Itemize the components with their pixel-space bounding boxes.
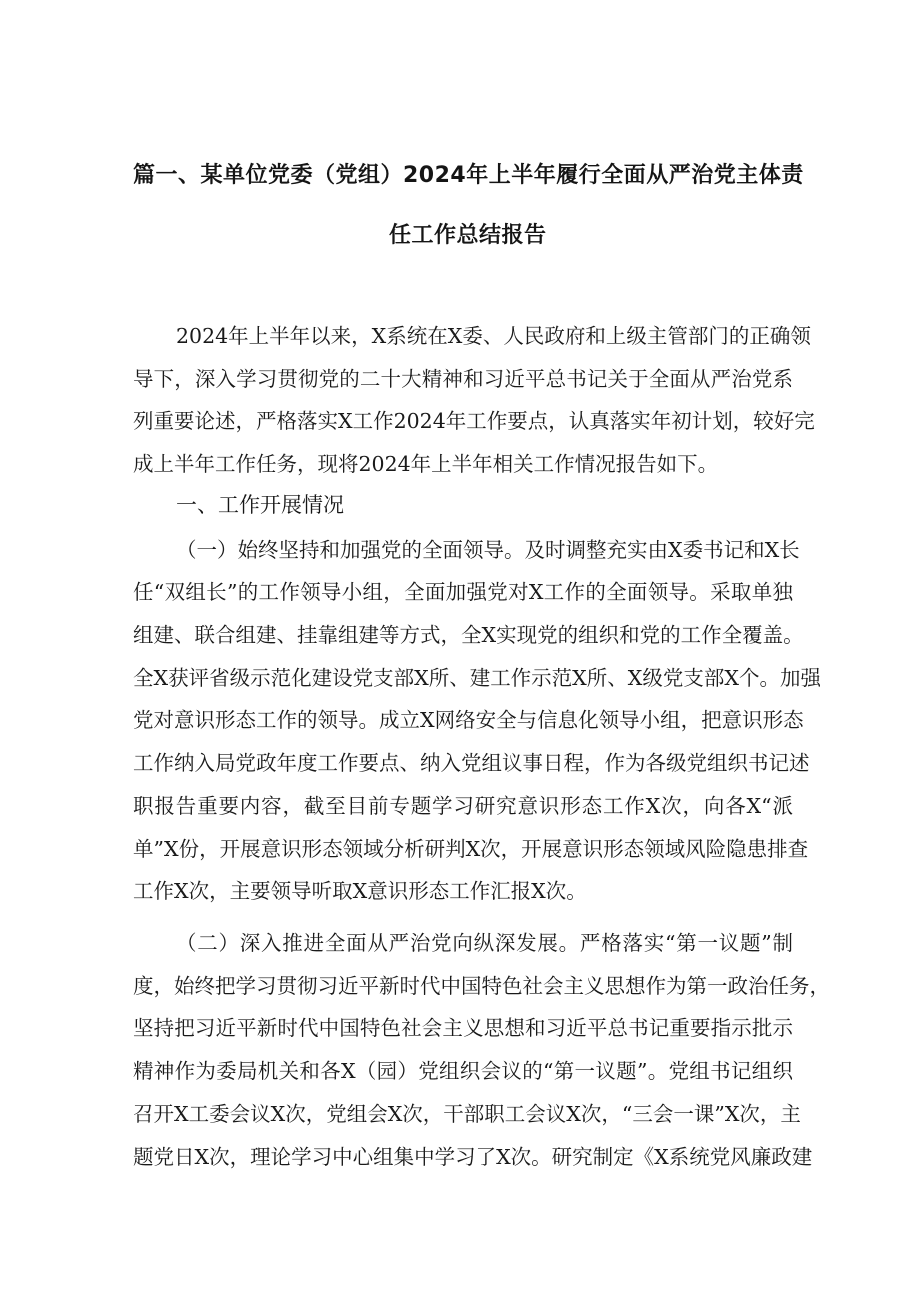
intro-line: 列重要论述，严格落实X工作2024年工作要点，认真落实年初计划，较好完 [133, 409, 815, 433]
section2-line: （二）深入推进全面从严治党向纵深发展。严格落实“第一议题”制 [176, 931, 793, 955]
section2-line: 题党日X次，理论学习中心组集中学习了X次。研究制定《X系统党风廉政建 [133, 1145, 813, 1169]
intro-line: 成上半年工作任务，现将2024年上半年相关工作情况报告如下。 [133, 452, 719, 476]
section1-line: （一）始终坚持和加强党的全面领导。及时调整充实由X委书记和X长 [176, 538, 800, 562]
intro-line: 导下，深入学习贯彻党的二十大精神和习近平总书记关于全面从严治党系 [133, 367, 793, 391]
intro-line: 2024年上半年以来，X系统在X委、人民政府和上级主管部门的正确领 [176, 324, 811, 348]
section2-line: 度，始终把学习贯彻习近平新时代中国特色社会主义思想作为第一政治任务， [133, 974, 830, 998]
section1-line: 工作X次，主要领导听取X意识形态工作汇报X次。 [133, 879, 587, 903]
section1-line: 任“双组长”的工作领导小组，全面加强党对X工作的全面领导。采取单独 [133, 580, 793, 604]
section1-line: 全X获评省级示范化建设党支部X所、建工作示范X所、X级党支部X个。加强 [133, 666, 821, 690]
section1-line: 组建、联合组建、挂靠组建等方式，全X实现党的组织和党的工作全覆盖。 [133, 623, 804, 647]
section1-line: 工作纳入局党政年度工作要点、纳入党组议事日程，作为各级党组织书记述 [133, 751, 810, 775]
section2-line: 精神作为委局机关和各X（园）党组织会议的“第一议题”。党组书记组织 [133, 1059, 793, 1083]
section-heading: 一、工作开展情况 [176, 493, 344, 517]
document-title-line-2: 任工作总结报告 [389, 223, 547, 248]
section2-line: 坚持把习近平新时代中国特色社会主义思想和习近平总书记重要指示批示 [133, 1016, 793, 1040]
section1-line: 党对意识形态工作的领导。成立X网络安全与信息化领导小组，把意识形态 [133, 708, 804, 732]
section2-line: 召开X工委会议X次，党组会X次，干部职工会议X次，“三会一课”X次，主 [133, 1102, 801, 1126]
section1-line: 职报告重要内容，截至目前专题学习研究意识形态工作X次，向各X“派 [133, 794, 793, 818]
section1-line: 单”X份，开展意识形态领域分析研判X次，开展意识形态领域风险隐患排查 [133, 837, 809, 861]
document-title-line-1: 篇一、某单位党委（党组）2024年上半年履行全面从严治党主体责 [133, 163, 804, 188]
